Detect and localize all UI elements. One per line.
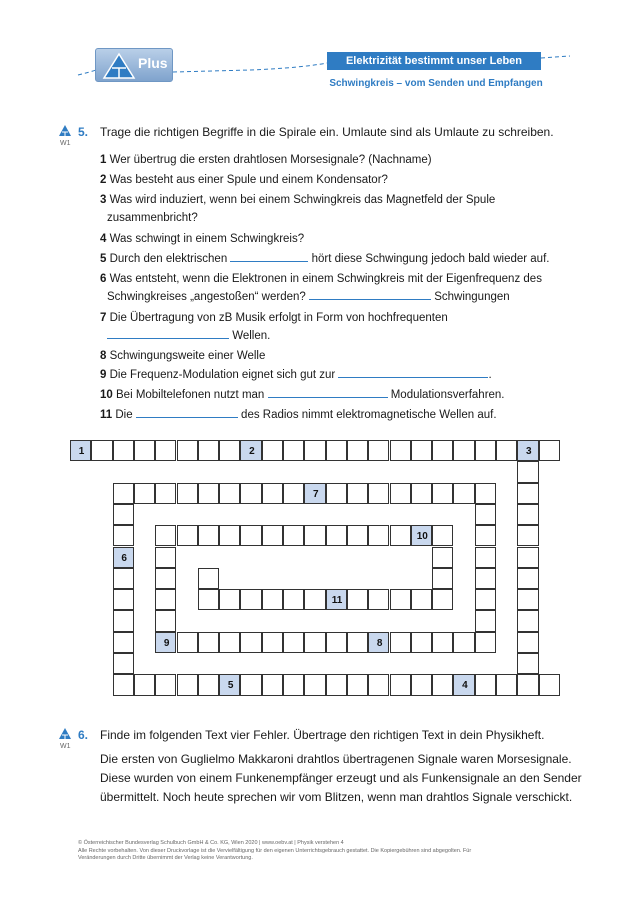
page-title: Elektrizität bestimmt unser Leben [327, 52, 541, 70]
grid-cell[interactable] [475, 525, 496, 546]
grid-cell[interactable] [475, 589, 496, 610]
grid-cell[interactable] [198, 525, 219, 546]
grid-cell-numbered[interactable] [219, 674, 240, 695]
grid-cell[interactable] [411, 674, 432, 695]
task6-level: W1 [60, 743, 71, 750]
grid-cell-number: 11 [331, 595, 343, 607]
grid-cell[interactable] [304, 674, 325, 695]
question-9: 9 Die Frequenz-Modulation eignet sich gut zur . [100, 369, 492, 381]
grid-cell[interactable] [432, 525, 453, 546]
grid-cell[interactable] [411, 589, 432, 610]
grid-cell-number: 5 [227, 680, 234, 692]
grid-cell[interactable] [198, 483, 219, 504]
grid-cell[interactable] [198, 440, 219, 461]
grid-cell[interactable] [198, 589, 219, 610]
grid-cell[interactable] [453, 632, 474, 653]
grid-cell-numbered[interactable] [304, 483, 325, 504]
answer-blank-6[interactable] [309, 289, 431, 300]
grid-cell[interactable] [177, 440, 198, 461]
grid-cell-number: 1 [78, 446, 85, 457]
grid-cell[interactable] [113, 525, 134, 546]
question-4: 4 Was schwingt in einem Schwingkreis? [100, 233, 305, 245]
grid-cell[interactable] [262, 632, 283, 653]
grid-cell[interactable] [240, 525, 261, 546]
grid-cell[interactable] [283, 589, 304, 610]
grid-cell[interactable] [496, 440, 517, 461]
grid-cell[interactable] [113, 653, 134, 674]
grid-cell[interactable] [347, 589, 368, 610]
grid-cell[interactable] [177, 525, 198, 546]
grid-cell[interactable] [539, 674, 560, 695]
grid-cell[interactable] [262, 483, 283, 504]
grid-cell-numbered[interactable] [453, 674, 474, 695]
task6-text-line: Diese wurden von einem Funkenempfänger erzeugt und als Funkensignale an den Sender [100, 771, 582, 785]
grid-cell[interactable] [155, 610, 176, 631]
grid-cell[interactable] [475, 547, 496, 568]
grid-cell[interactable] [517, 483, 538, 504]
grid-cell[interactable] [219, 589, 240, 610]
grid-cell[interactable] [390, 440, 411, 461]
grid-cell[interactable] [390, 483, 411, 504]
grid-cell[interactable] [262, 525, 283, 546]
grid-cell[interactable] [113, 568, 134, 589]
task-level-icon [58, 727, 72, 740]
question-10: 10 Bei Mobiltelefonen nutzt man Modulationsverfahren. [100, 389, 505, 401]
grid-cell-numbered[interactable] [368, 632, 389, 653]
grid-cell[interactable] [475, 632, 496, 653]
grid-cell[interactable] [432, 483, 453, 504]
grid-cell[interactable] [517, 610, 538, 631]
grid-cell[interactable] [517, 547, 538, 568]
answer-blank-9[interactable] [338, 367, 488, 378]
grid-cell[interactable] [326, 632, 347, 653]
grid-cell[interactable] [347, 632, 368, 653]
grid-cell[interactable] [517, 674, 538, 695]
task6-number: 6. [78, 728, 89, 742]
grid-cell[interactable] [411, 483, 432, 504]
grid-cell[interactable] [155, 547, 176, 568]
grid-cell[interactable] [475, 483, 496, 504]
grid-cell[interactable] [304, 440, 325, 461]
grid-cell-numbered[interactable] [517, 440, 538, 461]
grid-cell[interactable] [304, 525, 325, 546]
grid-cell[interactable] [453, 440, 474, 461]
page-subtitle: Schwingkreis – vom Senden und Empfangen [329, 78, 543, 89]
grid-cell[interactable] [347, 440, 368, 461]
grid-cell[interactable] [304, 632, 325, 653]
grid-cell-number: 6 [121, 552, 127, 564]
grid-cell[interactable] [411, 440, 432, 461]
grid-cell[interactable] [347, 525, 368, 546]
grid-cell[interactable] [219, 632, 240, 653]
grid-cell[interactable] [390, 525, 411, 546]
question-8: 8 Schwingungsweite einer Welle [100, 350, 266, 362]
grid-cell[interactable] [517, 461, 538, 482]
grid-cell[interactable] [326, 525, 347, 546]
grid-cell[interactable] [432, 547, 453, 568]
grid-cell-number: 10 [416, 531, 428, 543]
grid-cell[interactable] [368, 589, 389, 610]
grid-cell-number: 4 [462, 680, 468, 692]
task6-text-line: Die ersten von Guglielmo Makkaroni drahtlos übertragenen Signale waren Morsesignale. [100, 752, 572, 766]
grid-cell[interactable] [155, 483, 176, 504]
grid-cell[interactable] [113, 589, 134, 610]
grid-cell[interactable] [304, 589, 325, 610]
grid-cell[interactable] [368, 483, 389, 504]
grid-cell[interactable] [432, 674, 453, 695]
grid-cell-number: 3 [526, 446, 532, 457]
answer-blank-7[interactable] [107, 328, 229, 339]
grid-cell[interactable] [155, 440, 176, 461]
grid-cell[interactable] [432, 632, 453, 653]
grid-cell[interactable] [177, 674, 198, 695]
grid-cell[interactable] [219, 440, 240, 461]
triangle-logo-icon [102, 52, 136, 80]
grid-cell[interactable] [326, 674, 347, 695]
grid-cell[interactable] [91, 440, 112, 461]
grid-cell[interactable] [155, 674, 176, 695]
copyright-footer: © Österreichischer Bundesverlag Schulbuch GmbH & Co. KG, Wien 2020 | www.oebv.at | Physik verstehen 4 Alle Rechte vorbehalten. Von dieser Druckvorlage ist die Vervielfältigung für den eigenen Unterrichtsgebrauch gestattet. Die Kopiergebühren sind abgegolten. Für Veränderungen durch Dritte übernimmt der Verlag keine Verantwortung. [78, 840, 472, 861]
grid-cell[interactable] [368, 674, 389, 695]
grid-cell-numbered[interactable] [240, 440, 261, 461]
grid-cell-numbered[interactable] [155, 632, 176, 653]
answer-blank-5[interactable] [230, 251, 308, 262]
grid-cell[interactable] [177, 483, 198, 504]
grid-cell[interactable] [113, 674, 134, 695]
grid-cell[interactable] [432, 440, 453, 461]
grid-cell[interactable] [240, 674, 261, 695]
grid-cell[interactable] [155, 589, 176, 610]
grid-cell[interactable] [240, 632, 261, 653]
grid-cell[interactable] [113, 440, 134, 461]
grid-cell[interactable] [113, 483, 134, 504]
task6-text-line: übermittelt. Noch heute sprechen wir vom Blitzen, wenn man drahtlos Signale verschickt. [100, 790, 573, 804]
question-11: 11 Die des Radios nimmt elektromagnetische Wellen auf. [100, 409, 497, 421]
grid-cell[interactable] [496, 674, 517, 695]
grid-cell[interactable] [283, 632, 304, 653]
question-6: 6 Was entsteht, wenn die Elektronen in einem Schwingkreis mit der Eigenfrequenz des Schwingkreises „angestoßen“ werden? Schwingungen [100, 273, 542, 303]
grid-cell-number: 9 [163, 637, 170, 649]
grid-cell[interactable] [475, 440, 496, 461]
question-2: 2 Was besteht aus einer Spule und einem Kondensator? [100, 174, 388, 186]
grid-cell[interactable] [517, 568, 538, 589]
grid-cell[interactable] [347, 674, 368, 695]
grid-cell[interactable] [517, 653, 538, 674]
grid-cell-numbered[interactable] [411, 525, 432, 546]
grid-cell[interactable] [390, 632, 411, 653]
grid-cell[interactable] [240, 589, 261, 610]
logo-text: Plus [138, 55, 168, 71]
grid-cell[interactable] [475, 568, 496, 589]
grid-cell-number: 8 [376, 637, 383, 649]
grid-cell[interactable] [475, 674, 496, 695]
grid-cell[interactable] [432, 589, 453, 610]
grid-cell[interactable] [475, 504, 496, 525]
grid-cell[interactable] [390, 674, 411, 695]
grid-cell-number: 2 [249, 446, 255, 457]
grid-cell[interactable] [517, 589, 538, 610]
grid-cell-numbered[interactable] [70, 440, 91, 461]
grid-cell[interactable] [262, 440, 283, 461]
grid-cell[interactable] [368, 525, 389, 546]
grid-cell[interactable] [113, 632, 134, 653]
question-7: 7 Die Übertragung von zB Musik erfolgt in Form von hochfrequenten Wellen. [100, 312, 448, 342]
task5-title: Trage die richtigen Begriffe in die Spirale ein. Umlaute sind als Umlaute zu schreiben. [100, 125, 554, 139]
grid-cell[interactable] [283, 525, 304, 546]
grid-cell[interactable] [517, 525, 538, 546]
grid-cell[interactable] [198, 632, 219, 653]
grid-cell[interactable] [283, 483, 304, 504]
grid-cell[interactable] [368, 440, 389, 461]
question-3: 3 Was wird induziert, wenn bei einem Schwingkreis das Magnetfeld der Spule zusammenbricht? [100, 194, 496, 224]
answer-blank-10[interactable] [268, 387, 388, 398]
grid-cell[interactable] [262, 674, 283, 695]
task5-level: W1 [60, 140, 71, 147]
task6-title: Finde im folgenden Text vier Fehler. Übertrage den richtigen Text in dein Physikheft. [100, 728, 545, 742]
task5-number: 5. [78, 125, 89, 139]
grid-cell[interactable] [347, 483, 368, 504]
grid-cell[interactable] [517, 504, 538, 525]
grid-cell[interactable] [155, 568, 176, 589]
task-level-icon [58, 124, 72, 137]
grid-cell[interactable] [517, 632, 538, 653]
grid-cell[interactable] [326, 483, 347, 504]
grid-cell[interactable] [390, 589, 411, 610]
grid-cell[interactable] [219, 525, 240, 546]
grid-cell[interactable] [240, 483, 261, 504]
grid-cell[interactable] [134, 440, 155, 461]
grid-cell[interactable] [432, 568, 453, 589]
question-5: 5 Durch den elektrischen hört diese Schwingung jedoch bald wieder auf. [100, 253, 550, 265]
grid-cell[interactable] [134, 483, 155, 504]
grid-cell[interactable] [177, 632, 198, 653]
grid-cell[interactable] [113, 610, 134, 631]
grid-cell-numbered[interactable] [113, 547, 134, 568]
grid-cell[interactable] [198, 568, 219, 589]
grid-cell[interactable] [134, 674, 155, 695]
grid-cell[interactable] [219, 483, 240, 504]
grid-cell[interactable] [411, 632, 432, 653]
grid-cell[interactable] [198, 674, 219, 695]
grid-cell[interactable] [453, 483, 474, 504]
answer-blank-11[interactable] [136, 407, 238, 418]
grid-cell[interactable] [475, 610, 496, 631]
grid-cell[interactable] [283, 440, 304, 461]
plus-logo [95, 48, 173, 82]
grid-cell[interactable] [155, 525, 176, 546]
grid-cell[interactable] [262, 589, 283, 610]
grid-cell[interactable] [326, 440, 347, 461]
grid-cell[interactable] [113, 504, 134, 525]
grid-cell-number: 7 [313, 488, 319, 500]
grid-cell-numbered[interactable] [326, 589, 347, 610]
question-1: 1 Wer übertrug die ersten drahtlosen Morsesignale? (Nachname) [100, 154, 432, 166]
grid-cell[interactable] [539, 440, 560, 461]
grid-cell[interactable] [283, 674, 304, 695]
